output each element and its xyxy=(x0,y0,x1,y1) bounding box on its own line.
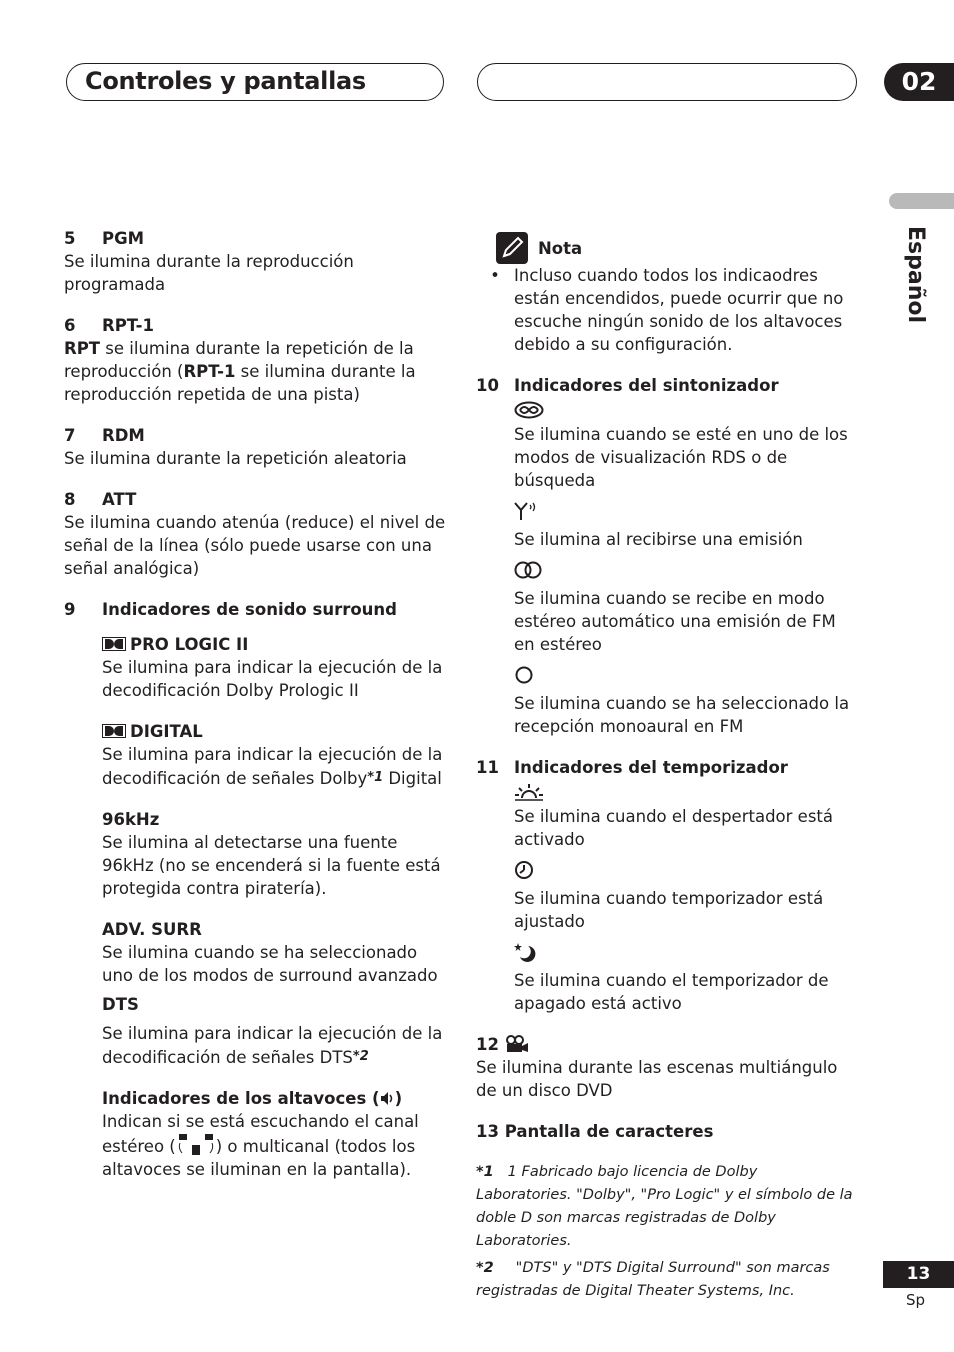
digital-desc: Se ilumina para indicar la ejecución de la decodificación de señales Dolby*1 Digital xyxy=(102,745,443,788)
page-title: Controles y pantallas xyxy=(85,67,366,95)
language-code: Sp xyxy=(906,1291,926,1309)
item-12-heading: 12 xyxy=(476,1033,856,1056)
timer-desc: Se ilumina cuando temporizador está ajustado xyxy=(514,889,824,931)
note-text: Incluso cuando todos los indicaodres están encendidos, puede ocurrir que no escuche ningún sonido de los altavoces debido a su configuración. xyxy=(514,266,844,354)
item-13-heading: 13 Pantalla de caracteres xyxy=(476,1122,714,1141)
adv-surr-heading: ADV. SURR xyxy=(102,920,202,939)
dts-heading: DTS xyxy=(102,995,139,1014)
dolby-dd-icon xyxy=(102,637,126,651)
item-6-desc: RPT se ilumina durante la repetición de la reproducción (RPT-1 se ilumina durante la reproducción repetida de una pista) xyxy=(64,339,416,404)
language-tab-bar xyxy=(889,193,954,209)
item-12-desc: Se ilumina durante las escenas multiángulo de un disco DVD xyxy=(476,1058,838,1100)
item-9-heading: 9 Indicadores de sonido surround xyxy=(64,600,397,619)
header-empty-frame xyxy=(477,63,857,101)
speaker-indicators-desc: Indican si se está escuchando el canal estéreo ( ) o multicanal (todos los altavoces se iluminan en la pantalla). xyxy=(102,1112,419,1179)
speaker-icon xyxy=(380,1091,395,1106)
page-number: 13 xyxy=(883,1261,954,1288)
stereo-icon xyxy=(514,561,542,579)
item-8-heading: 8 ATT xyxy=(64,490,137,509)
item-11-heading: 11 Indicadores del temporizador xyxy=(476,758,788,777)
rds-icon xyxy=(514,401,544,419)
pro-logic-desc: Se ilumina para indicar la ejecución de la decodificación Dolby Prologic II xyxy=(102,658,443,700)
mono-desc: Se ilumina cuando se ha seleccionado la recepción monoaural en FM xyxy=(514,694,850,736)
multi-angle-camera-icon xyxy=(505,1035,529,1053)
footnote-1: *1 1 Fabricado bajo licencia de Dolby Laboratories. "Dolby", "Pro Logic" y el símbolo de la doble D son marcas registradas de Dolby Laboratories. xyxy=(476,1164,853,1249)
dts-desc: Se ilumina para indicar la ejecución de la decodificación de señales DTS*2 xyxy=(102,1024,443,1067)
96khz-desc: Se ilumina al detectarse una fuente 96kHz (no se encenderá si la fuente está protegida contra piratería). xyxy=(102,833,441,898)
digital-heading: DIGITAL xyxy=(102,720,449,743)
item-5-heading: 5 PGM xyxy=(64,229,145,248)
note-heading: Nota xyxy=(496,232,856,264)
title-frame xyxy=(66,63,444,101)
item-7-desc: Se ilumina durante la repetición aleatoria xyxy=(64,449,407,468)
pro-logic-heading: PRO LOGIC II xyxy=(102,633,449,656)
sleep-moon-icon xyxy=(514,942,536,962)
item-10-heading: 10 Indicadores del sintonizador xyxy=(476,376,779,395)
footnote-2: *2 "DTS" y "DTS Digital Surround" son marcas registradas de Digital Theater Systems, Inc. xyxy=(476,1260,830,1299)
mono-icon xyxy=(514,666,536,684)
chapter-number: 02 xyxy=(884,63,954,101)
speaker-indicators-heading: Indicadores de los altavoces ( ) xyxy=(102,1089,403,1108)
item-6-heading: 6 RPT-1 xyxy=(64,316,154,335)
dolby-dd-icon xyxy=(102,724,126,738)
footnote-ref-2: *2 xyxy=(352,1049,369,1064)
left-column xyxy=(64,227,449,1181)
pencil-note-icon xyxy=(496,232,528,264)
wake-up-timer-icon xyxy=(514,783,544,801)
antenna-tuned-icon xyxy=(514,501,538,521)
item-5-desc: Se ilumina durante la reproducción programada xyxy=(64,252,354,294)
note-item: • Incluso cuando todos los indicaodres están encendidos, puede ocurrir que no escuche ningún sonido de los altavoces debido a su configuración. xyxy=(476,264,856,356)
stereo-speakers-icon xyxy=(176,1133,216,1157)
language-tab: Español xyxy=(903,226,928,324)
footnote-ref-1: *1 xyxy=(367,770,384,785)
clock-timer-icon xyxy=(514,860,536,880)
item-7-heading: 7 RDM xyxy=(64,426,145,445)
item-8-desc: Se ilumina cuando atenúa (reduce) el nivel de señal de la línea (sólo puede usarse con una señal analógica) xyxy=(64,513,446,578)
tuned-desc: Se ilumina al recibirse una emisión xyxy=(514,530,803,549)
wake-desc: Se ilumina cuando el despertador está activado xyxy=(514,807,833,849)
rds-desc: Se ilumina cuando se esté en uno de los modos de visualización RDS o de búsqueda xyxy=(514,425,848,490)
right-column xyxy=(476,232,856,1303)
adv-surr-desc: Se ilumina cuando se ha seleccionado uno de los modos de surround avanzado xyxy=(102,943,438,985)
sleep-desc: Se ilumina cuando el temporizador de apagado está activo xyxy=(514,971,829,1013)
96khz-heading: 96kHz xyxy=(102,810,160,829)
stereo-desc: Se ilumina cuando se recibe en modo estéreo automático una emisión de FM en estéreo xyxy=(514,589,836,654)
